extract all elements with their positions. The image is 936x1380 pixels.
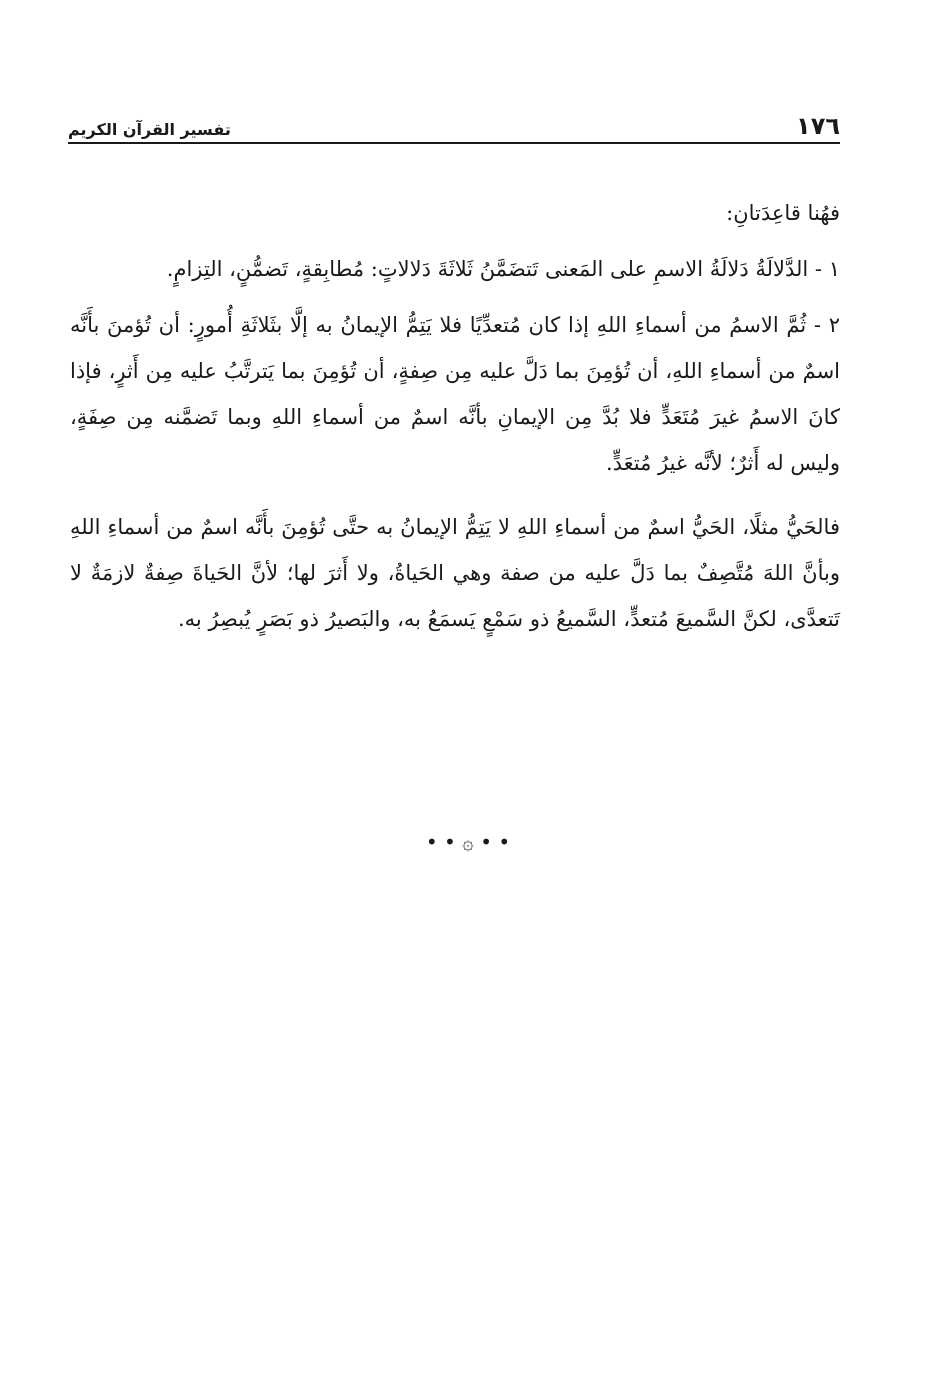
- running-header: [68, 108, 840, 144]
- paragraph-intro: فهُنا قاعِدَتانِ:: [726, 201, 840, 225]
- section-end-ornament: • • ۞ • •: [425, 830, 511, 854]
- page-number: ١٧٦: [796, 112, 840, 140]
- paragraph-rule-1: ١ - الدَّلالَةُ دَلالَةُ الاسمِ على المَعنى تَتضَمَّنُ ثَلاثَةَ دَلالاتٍ: مُطابِقةٍ، تَضمُّنٍ، التِزامٍ.: [166, 257, 840, 281]
- book-title: تفسير القرآن الكريم: [68, 120, 231, 139]
- body-text: [70, 190, 840, 660]
- paragraph-example: فالحَيُّ مثلًا، الحَيُّ اسمٌ من أسماءِ اللهِ لا يَتِمُّ الإيمانُ به حتَّى تُؤمِنَ بأَنَّه اسمٌ من أسماءِ اللهِ وبأنَّ اللهَ مُتَّصِفٌ بما دَلَّ عليه من صفة وهي الحَياةُ، ولا أَثرَ لها؛ لأنَّ الحَياةَ صِفةٌ لازمَةٌ لا تَتعدَّى، لكنَّ السَّميعَ مُتعدٍّ، السَّميعُ ذو سَمْعٍ يَسمَعُ به، والبَصيرُ ذو بَصَرٍ يُبصِرُ به.: [70, 515, 840, 631]
- paragraph-rule-2: ٢ - ثُمَّ الاسمُ من أسماءِ اللهِ إذا كان مُتعدِّيًا فلا يَتِمُّ الإيمانُ به إلَّا بثَلاثَةِ أُمورٍ: أن تُؤمنَ بأَنَّه اسمٌ من أسماءِ اللهِ، أن تُؤمِنَ بما دَلَّ عليه مِن صِفةٍ، أن تُؤمِنَ بما يَترتَّبُ عليه مِن أَثرٍ، فإذا كانَ الاسمُ غيرَ مُتَعَدٍّ فلا بُدَّ مِن الإيمانِ بأنَّه اسمٌ من أسماءِ اللهِ وبما تَضمَّنه مِن صِفَةٍ، وليس له أَثرٌ؛ لأنَّه غيرُ مُتعَدٍّ.: [70, 313, 840, 475]
